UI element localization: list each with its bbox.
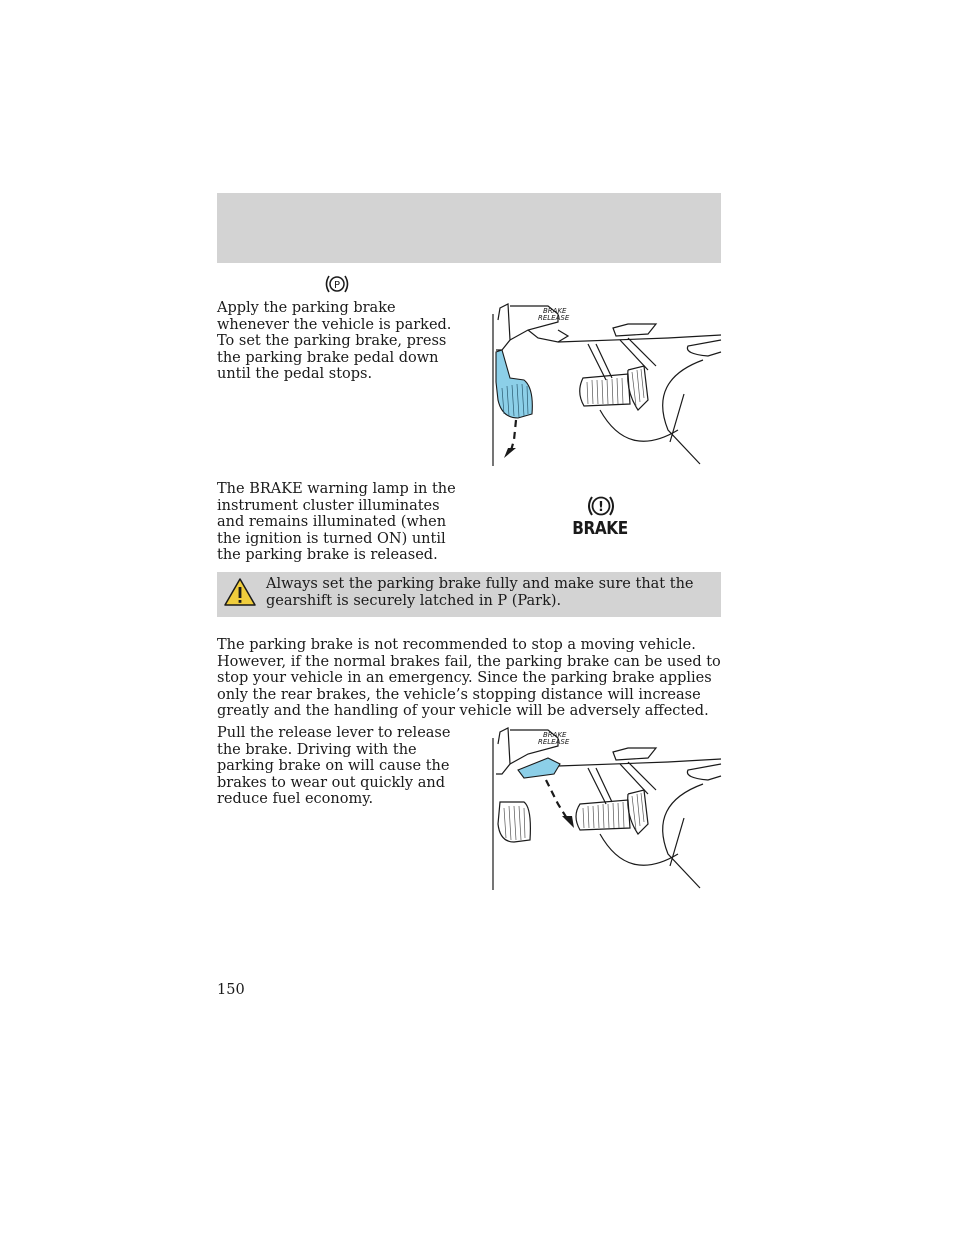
brake-lamp-symbol: !	[598, 500, 604, 515]
warning-text: Always set the parking brake fully and make sure that the gearshift is securely latched in P (Park).	[266, 576, 694, 609]
parking-brake-symbol: P	[333, 280, 341, 291]
page-number: 150	[217, 982, 245, 998]
parking-brake-icon	[323, 274, 351, 294]
brake-release-label-line1-b: BRAKE	[543, 731, 567, 739]
brake-release-lever-illustration	[488, 724, 724, 892]
brake-release-label-line2: RELEASE	[538, 314, 570, 322]
emergency-brake-text: The parking brake is not recommended to stop a moving vehicle. However, if the normal brakes fail, the parking brake can be used to stop your vehicle in an emergency. Since the parking brake applies only the rear brakes, the vehicle’s stopping distance will increase greatly and the handling of your vehicle will be adversely affected.	[217, 637, 721, 719]
apply-parking-brake-text: Apply the parking brake whenever the vehicle is parked. To set the parking brake, press the parking brake pedal down until the pedal stops.	[217, 300, 452, 382]
brake-release-label-line1: BRAKE	[543, 307, 567, 315]
brake-lamp-label: BRAKE	[572, 518, 628, 539]
release-brake-text: Pull the release lever to release the brake. Driving with the parking brake on will cause the brakes to wear out quickly and reduce fuel economy.	[217, 725, 451, 807]
brake-release-label-line2-b: RELEASE	[538, 738, 570, 746]
section-header-band	[217, 193, 721, 263]
parking-brake-pedal-illustration	[488, 300, 724, 468]
brake-warning-lamp-icon	[585, 494, 617, 518]
brake-lamp-text: The BRAKE warning lamp in the instrument cluster illuminates and remains illuminated (when the ignition is turned ON) until the parking brake is released.	[217, 481, 456, 563]
warning-triangle-icon	[223, 576, 257, 608]
